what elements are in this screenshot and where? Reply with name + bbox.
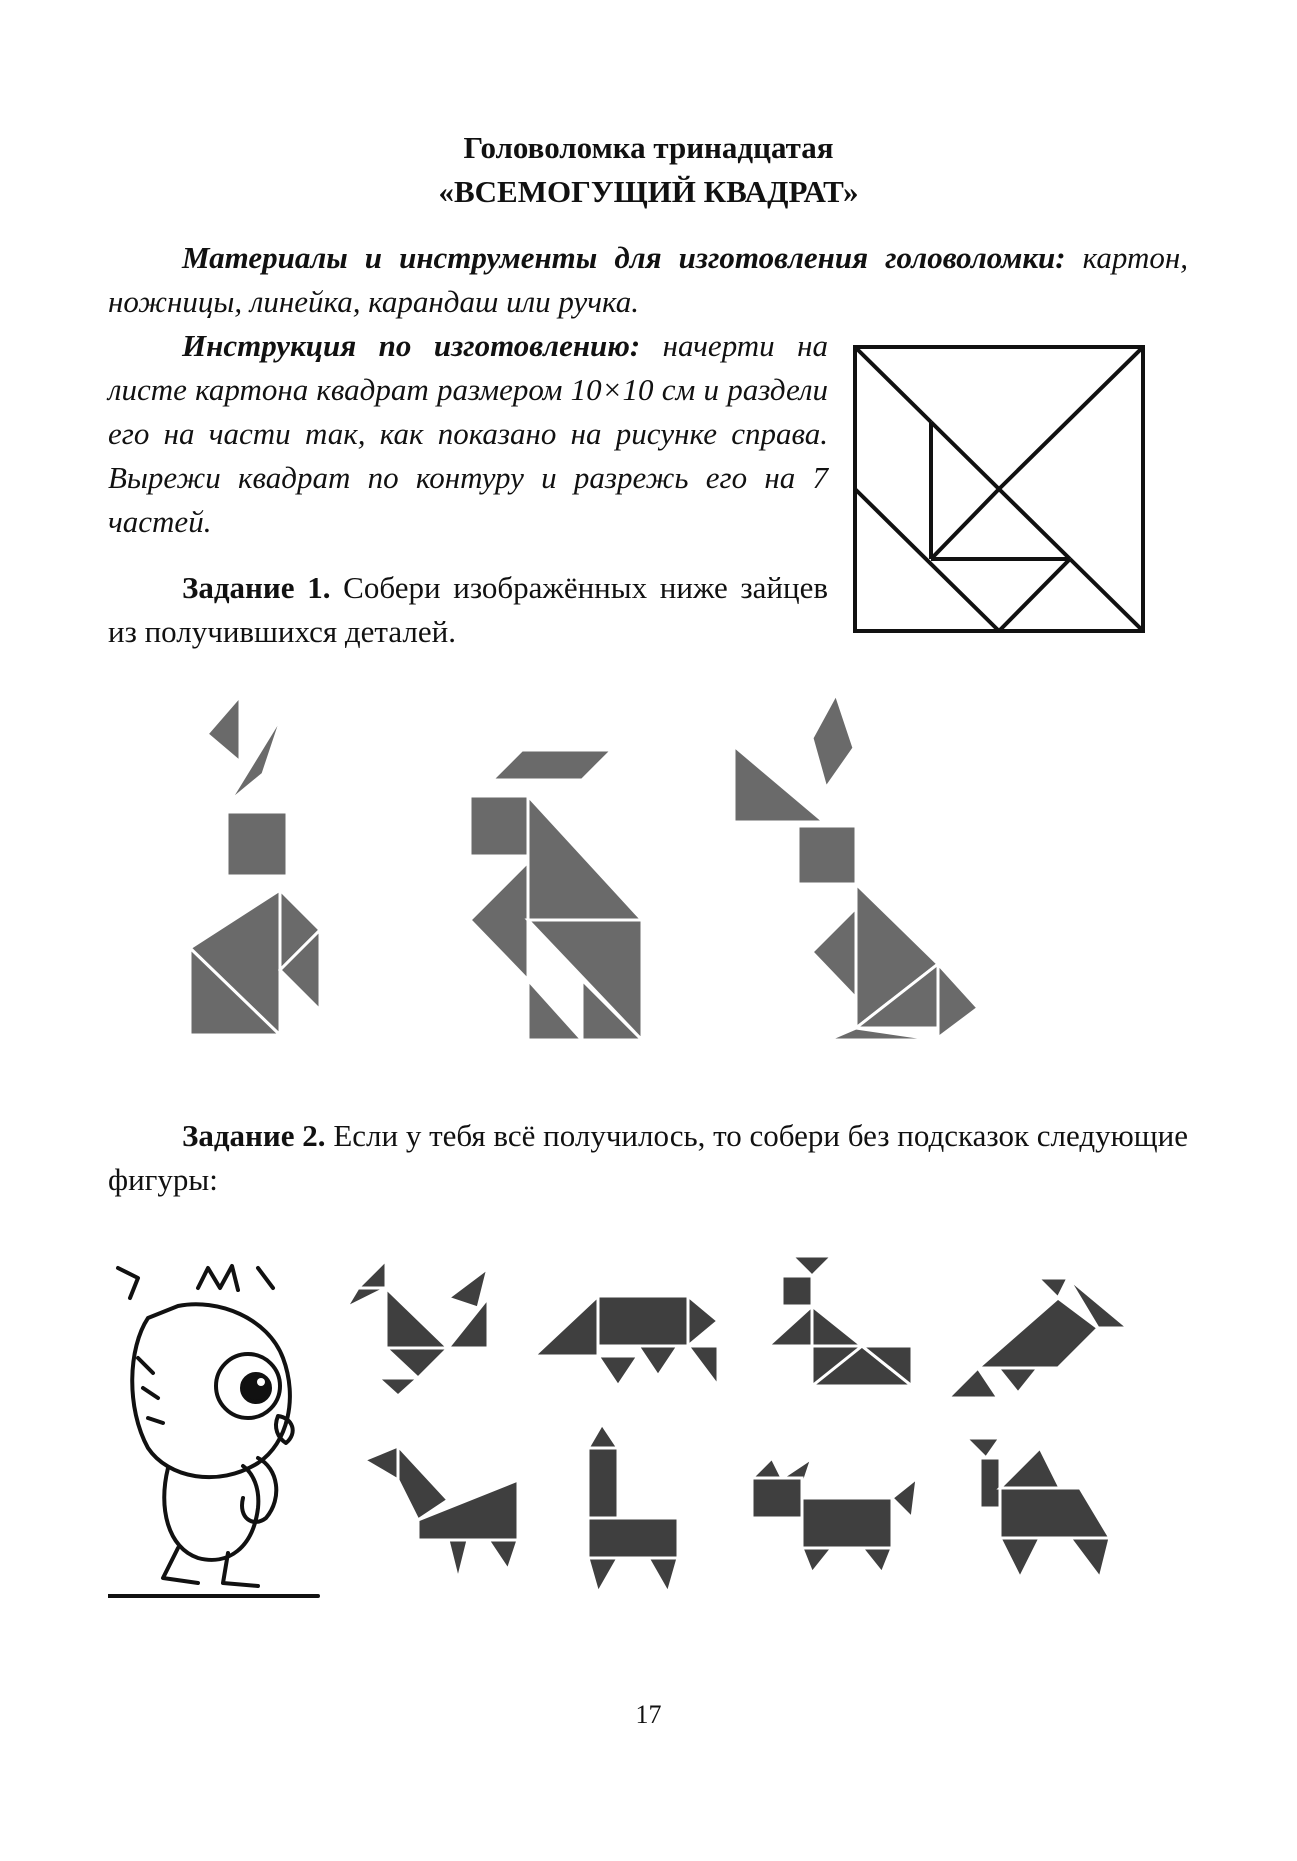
- shape-duck: [762, 1246, 922, 1396]
- materials-text: картон, ножницы, линейка, карандаш или ручка.: [108, 240, 1188, 319]
- instruction-text: начерти на листе картона квадрат размером 10×10 см и раздели его на части так, как показано на рисунке справа. Вырежи квадрат по контуру и разрежь его на 7 частей.: [108, 328, 828, 539]
- shape-bear: [528, 1276, 728, 1396]
- heading-line-2: «ВСЕМОГУЩИЙ КВАДРАТ»: [438, 174, 859, 209]
- page-number: 17: [635, 1700, 662, 1729]
- tangram-square-diagram: [852, 344, 1148, 634]
- task2-paragraph: [108, 1114, 1188, 1202]
- shape-rooster: [338, 1258, 498, 1398]
- materials-paragraph: [108, 236, 1188, 324]
- instruction-label: Инструкция по изготовлению:: [182, 328, 641, 363]
- instruction-paragraph: [108, 324, 828, 544]
- rabbit-figure-3: [728, 688, 988, 1048]
- task1-label: Задание 1.: [182, 570, 331, 605]
- shape-bird: [938, 1268, 1138, 1398]
- shape-giraffe: [568, 1418, 688, 1598]
- task1-text: Собери изображённых ниже зайцев из получившихся деталей.: [108, 570, 828, 649]
- owl-illustration: [108, 1248, 328, 1608]
- shape-camel: [960, 1428, 1120, 1588]
- task1-paragraph: [108, 566, 828, 654]
- materials-label: Материалы и инструменты для изготовления головоломки:: [182, 240, 1066, 275]
- rabbit-figure-1: [185, 690, 325, 1050]
- shape-goose: [358, 1440, 538, 1590]
- rabbit-figure-2: [462, 740, 662, 1060]
- task2-label: Задание 2.: [182, 1118, 326, 1153]
- task2-text: Если у тебя всё получилось, то собери без подсказок следующие фигуры:: [108, 1118, 1188, 1197]
- heading-line-1: Головоломка тринадцатая: [463, 130, 834, 165]
- shape-cat: [742, 1448, 922, 1578]
